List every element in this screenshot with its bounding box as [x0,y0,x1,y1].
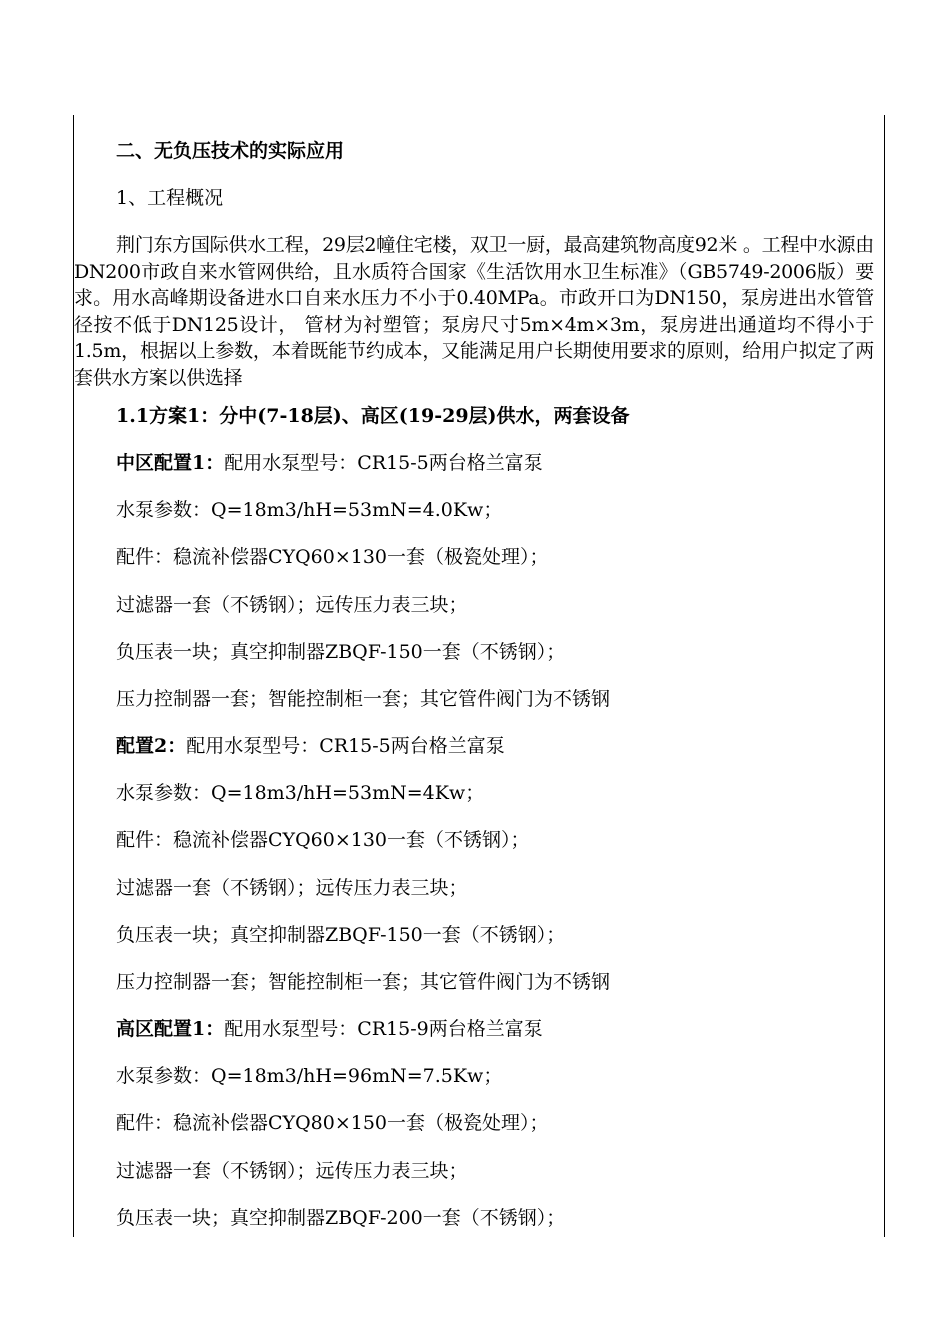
controls: 压力控制器一套；智能控制柜一套；其它管件阀门为不锈钢 [116,688,611,710]
pump-params: 水泵参数：Q=18m3/hH=53mN=4Kw； [116,782,485,804]
config-label: 配置2： [116,735,187,757]
controls: 压力控制器一套；智能控制柜一套；其它管件阀门为不锈钢 [116,971,611,993]
overview-paragraph: 荆门东方国际供水工程，29层2幢住宅楼，双卫一厨，最高建筑物高度92米 。工程中水源由DN200市政自来水管网供给，且水质符合国家《生活饮用水卫生标准》（GB5749-2006版）要求。用水高峰期设备进水口自来水压力不小于0.40MPa。市政开口为DN150，泵房进出水管管径按不低于DN125设计， 管材为衬塑管；泵房尺寸5m×4m×3m，泵房进出通道均不得小于1.5m，根据以上参数，本着既能节约成本，又能满足用户长期使用要求的原则，给用户拟定了两套供水方案以供选择 [74,234,874,389]
pump-model: 配用水泵型号：CR15-5两台格兰富泵 [224,452,543,474]
pump-model: 配用水泵型号：CR15-9两台格兰富泵 [224,1018,543,1040]
filter-gauges: 过滤器一套（不锈钢）；远传压力表三块； [116,877,468,899]
fittings: 配件：稳流补偿器CYQ60×130一套（不锈钢）； [116,829,530,851]
scheme-heading: 1.1方案1：分中(7-18层)、高区(19-29层)供水，两套设备 [116,405,630,427]
fittings: 配件：稳流补偿器CYQ60×130一套（极瓷处理）； [116,546,549,568]
pump-params: 水泵参数：Q=18m3/hH=96mN=7.5Kw； [116,1065,503,1087]
vacuum-suppressor: 负压表一块；真空抑制器ZBQF-150一套（不锈钢）； [116,641,566,663]
pump-params: 水泵参数：Q=18m3/hH=53mN=4.0Kw； [116,499,503,521]
filter-gauges: 过滤器一套（不锈钢）；远传压力表三块； [116,594,468,616]
pump-model: 配用水泵型号：CR15-5两台格兰富泵 [186,735,505,757]
filter-gauges: 过滤器一套（不锈钢）；远传压力表三块； [116,1160,468,1182]
config-label: 高区配置1： [116,1018,225,1040]
section-heading: 二、无负压技术的实际应用 [116,140,345,162]
high-config-1-title [116,1017,543,1041]
config-label: 中区配置1： [116,452,225,474]
mid-config-2-title [116,734,505,758]
vacuum-suppressor: 负压表一块；真空抑制器ZBQF-150一套（不锈钢）； [116,924,566,946]
subsection-heading: 1、工程概况 [116,187,224,209]
fittings: 配件：稳流补偿器CYQ80×150一套（极瓷处理）； [116,1112,549,1134]
vacuum-suppressor: 负压表一块；真空抑制器ZBQF-200一套（不锈钢）； [116,1207,566,1229]
mid-config-1-title [116,451,543,475]
